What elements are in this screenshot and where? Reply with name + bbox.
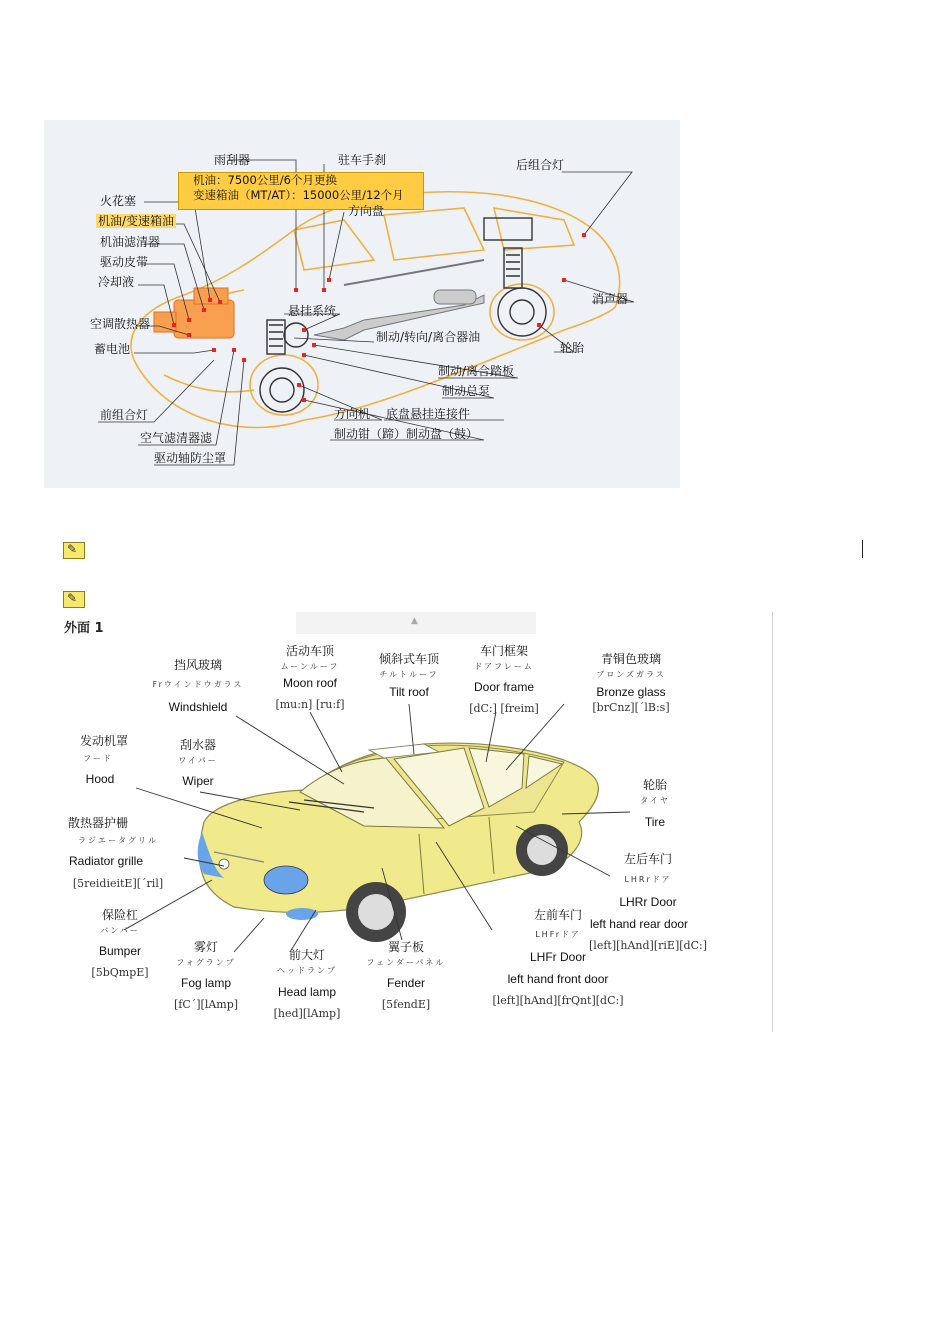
label-oil-filter: 机油滤清器 <box>100 235 161 249</box>
note-icon[interactable]: ✎ <box>63 542 85 559</box>
part-moonroof-zh: 活动车顶 <box>285 644 335 658</box>
part-windshield-en: Windshield <box>168 700 228 714</box>
part-windshield-jp: Frウインドウガラス <box>152 680 244 689</box>
label-wiper: 雨刮器 <box>214 153 251 167</box>
part-grille-jp: ラジエータグリル <box>78 836 158 845</box>
part-front-door-en: LHFr Door <box>529 950 587 964</box>
part-wiper-en: Wiper <box>182 774 214 788</box>
part-tiltroof-jp: チルトルーフ <box>379 670 439 679</box>
part-fender-jp: フェンダーパネル <box>366 958 446 967</box>
label-ac-radiator: 空调散热器 <box>90 317 151 331</box>
part-grille-en: Radiator grille <box>68 854 144 868</box>
part-front-door-jp: LHFrドア <box>535 930 581 939</box>
part-moonroof-ph: [mu:n] [ru:f] <box>275 698 345 711</box>
part-bronzeglass-jp: ブロンズガラス <box>596 670 666 679</box>
maintenance-diagram <box>44 120 680 488</box>
note-icon[interactable]: ✎ <box>63 591 85 608</box>
label-parking-brake: 驻车手刹 <box>338 153 387 167</box>
part-hood-jp: フード <box>83 754 113 763</box>
part-foglamp-jp: フォグランプ <box>176 958 236 967</box>
info-line-transmission: 变速箱油（MT/AT）：15000公里/12个月 <box>193 188 404 202</box>
info-line-oil: 机油：7500公里/6个月更换 <box>193 173 337 187</box>
label-pedals: 制动/离合踏板 <box>438 364 515 378</box>
part-front-door-zh: 左前车门 <box>533 908 583 922</box>
part-bumper-zh: 保险杠 <box>101 908 139 922</box>
label-muffler: 消声器 <box>592 292 629 306</box>
part-front-door-en-full: left hand front door <box>507 972 609 986</box>
text-cursor-mark <box>862 540 863 558</box>
label-rear-lamp: 后组合灯 <box>516 158 565 172</box>
exterior-parts-diagram <box>64 612 774 1032</box>
part-bronzeglass-ph: [brCnz][ˊlB:s] <box>592 701 670 714</box>
part-front-door-ph: [left][hAnd][frQnt][dC:] <box>492 994 624 1007</box>
part-grille-ph: [5reidieitE][ˊril] <box>72 877 164 890</box>
part-wiper-jp: ワイパー <box>178 756 218 765</box>
part-rear-door-ph: [left][hAnd][riE][dC:] <box>589 939 707 952</box>
part-bumper-ph: [5bQmpE] <box>91 966 149 979</box>
part-doorframe-en: Door frame <box>473 680 535 694</box>
part-tire-jp: タイヤ <box>640 796 670 805</box>
part-hood-zh: 发动机罩 <box>79 734 129 748</box>
part-grille-zh: 散热器护栅 <box>67 816 129 830</box>
caret-up-icon: ▲ <box>411 616 418 626</box>
section-heading: 外面 1 <box>64 621 104 636</box>
part-tire-en: Tire <box>644 815 666 829</box>
part-tiltroof-en: Tilt roof <box>389 685 429 699</box>
part-bronzeglass-en: Bronze glass <box>596 685 666 699</box>
label-brake-fluid: 制动/转向/离合器油 <box>376 330 481 344</box>
part-tiltroof-zh: 倾斜式车顶 <box>378 652 440 666</box>
label-oil-transmission: 机油/变速箱油 <box>98 214 175 228</box>
part-moonroof-jp: ムーンルーフ <box>280 662 340 671</box>
maintenance-info-box <box>178 172 424 210</box>
part-doorframe-zh: 车门框架 <box>479 644 529 658</box>
part-moonroof-en: Moon roof <box>282 676 338 690</box>
part-foglamp-en: Fog lamp <box>180 976 232 990</box>
label-battery: 蓄电池 <box>94 342 131 356</box>
part-rear-door-en-full: left hand rear door <box>589 917 689 931</box>
part-tire-zh: 轮胎 <box>642 778 668 792</box>
label-brake-caliper-disc: 制动钳（蹄）制动盘（鼓） <box>334 427 479 441</box>
part-foglamp-ph: [fCˊ][lAmp] <box>173 998 239 1011</box>
part-fender-zh: 翼子板 <box>387 940 425 954</box>
label-front-lamp: 前组合灯 <box>100 408 149 422</box>
part-fender-en: Fender <box>386 976 426 990</box>
label-master-cylinder: 制动总泵 <box>442 384 491 398</box>
part-rear-door-jp: LHRrドア <box>624 875 672 884</box>
label-air-filter: 空气滤清器滤 <box>140 431 213 445</box>
part-doorframe-ph: [dC:] [freim] <box>469 702 539 715</box>
label-coolant: 冷却液 <box>98 275 135 289</box>
part-rear-door-zh: 左后车门 <box>623 852 673 866</box>
part-headlamp-jp: ヘッドランプ <box>277 966 337 975</box>
label-spark-plug: 火花塞 <box>100 194 137 208</box>
label-steering-gear: 方向机 <box>334 407 371 421</box>
part-fender-ph: [5fendE] <box>381 998 431 1011</box>
part-headlamp-zh: 前大灯 <box>288 948 326 962</box>
part-headlamp-ph: [hed][lAmp] <box>273 1007 341 1020</box>
label-tire: 轮胎 <box>560 341 585 355</box>
part-windshield-zh: 挡风玻璃 <box>173 658 223 672</box>
part-foglamp-zh: 雾灯 <box>193 940 219 954</box>
part-bumper-en: Bumper <box>98 944 142 958</box>
label-suspension: 悬挂系统 <box>288 304 337 318</box>
part-doorframe-jp: ドアフレーム <box>474 662 534 671</box>
part-rear-door-en: LHRr Door <box>619 895 677 909</box>
label-drive-belt: 驱动皮带 <box>100 255 149 269</box>
part-wiper-zh: 刮水器 <box>179 738 217 752</box>
part-headlamp-en: Head lamp <box>277 985 337 999</box>
label-chassis-joints: 底盘悬挂连接件 <box>386 407 471 421</box>
label-cv-boot: 驱动轴防尘罩 <box>154 451 227 465</box>
part-bumper-jp: バンパー <box>100 926 140 935</box>
part-hood-en: Hood <box>85 772 115 786</box>
label-steering-wheel: 方向盘 <box>348 204 385 218</box>
part-bronzeglass-zh: 青铜色玻璃 <box>600 652 662 666</box>
